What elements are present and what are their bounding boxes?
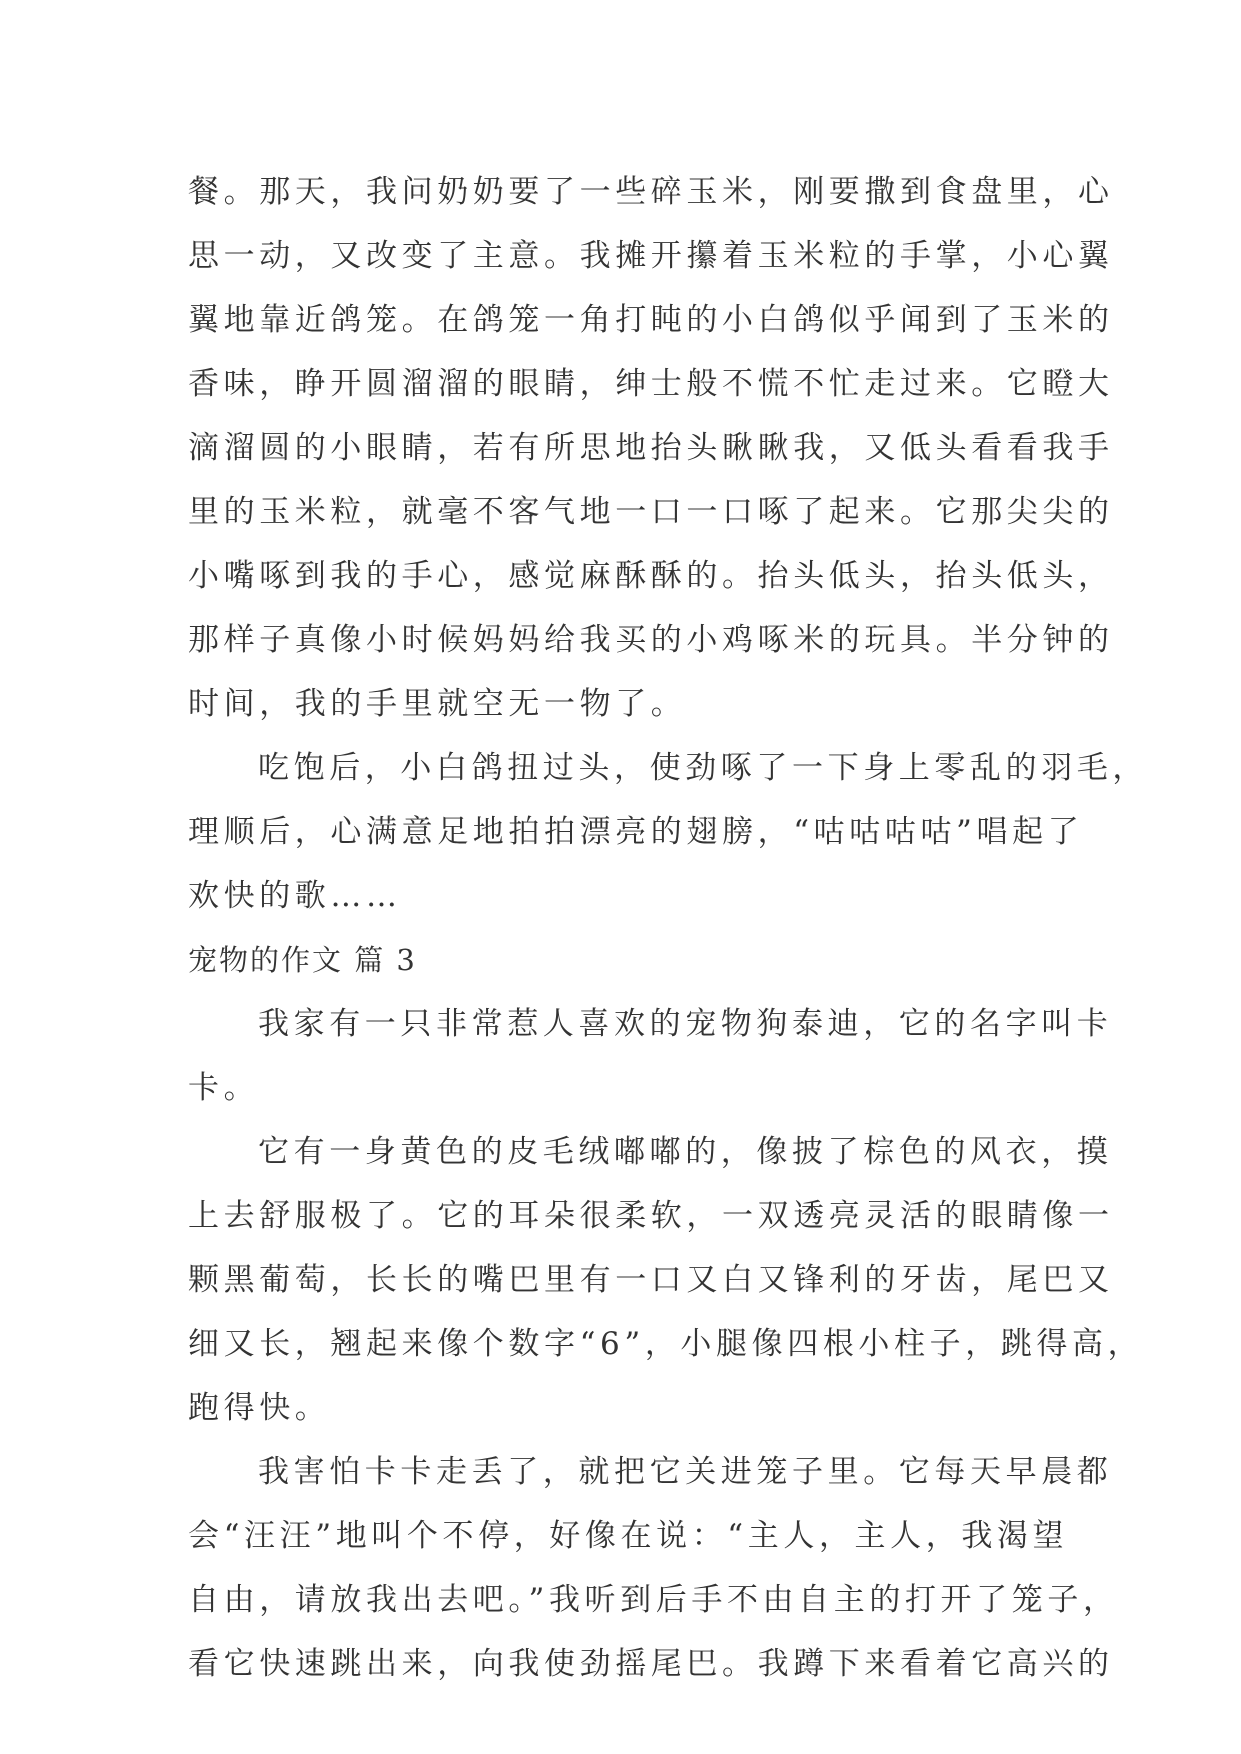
document-body (188, 160, 1148, 1696)
text-line: 会“汪汪”地叫个不停，好像在说：“主人，主人，我渴望 (188, 1518, 1069, 1554)
text-line: 小嘴啄到我的手心，感觉麻酥酥的。抬头低头，抬头低头， (188, 558, 1114, 594)
text-line: 细又长，翘起来像个数字“6”，小腿像四根小柱子，跳得高， (188, 1326, 1144, 1362)
text-line: 自由，请放我出去吧。”我听到后手不由自主的打开了笼子， (188, 1582, 1119, 1618)
text-line: 思一动，又改变了主意。我摊开攥着玉米粒的手掌，小心翼 (188, 238, 1114, 274)
text-line: 我家有一只非常惹人喜欢的宠物狗泰迪，它的名字叫卡 (258, 1006, 1113, 1042)
paragraph (188, 992, 1113, 1120)
text-line: 那样子真像小时候妈妈给我买的小鸡啄米的玩具。半分钟的 (188, 622, 1114, 658)
text-line: 看它快速跳出来，向我使劲摇尾巴。我蹲下来看着它高兴的 (188, 1646, 1114, 1682)
text-line: 卡。 (188, 1070, 260, 1106)
paragraph (188, 736, 1148, 928)
text-line: 颗黑葡萄，长长的嘴巴里有一口又白又锋利的牙齿，尾巴又 (188, 1262, 1114, 1298)
text-line: 上去舒服极了。它的耳朵很柔软，一双透亮灵活的眼睛像一 (188, 1198, 1114, 1234)
text-line: 我害怕卡卡走丢了，就把它关进笼子里。它每天早晨都 (258, 1454, 1113, 1490)
text-line: 理顺后，心满意足地拍拍漂亮的翅膀，“咕咕咕咕”唱起了 (188, 814, 1084, 850)
text-line: 滴溜圆的小眼睛，若有所思地抬头瞅瞅我，又低头看看我手 (188, 430, 1114, 466)
text-line: 它有一身黄色的皮毛绒嘟嘟的，像披了棕色的风衣，摸 (258, 1134, 1113, 1170)
text-line: 吃饱后，小白鸽扭过头，使劲啄了一下身上零乱的羽毛， (258, 750, 1148, 786)
text-line: 里的玉米粒，就毫不客气地一口一口啄了起来。它那尖尖的 (188, 494, 1114, 530)
paragraph (188, 1120, 1144, 1440)
paragraph (188, 1440, 1119, 1696)
text-line: 欢快的歌…… (188, 878, 402, 914)
paragraph (188, 160, 1114, 736)
text-line: 跑得快。 (188, 1390, 331, 1426)
section-heading: 宠物的作文 篇 3 (188, 943, 417, 977)
text-line: 餐。那天，我问奶奶要了一些碎玉米，刚要撒到食盘里，心 (188, 174, 1114, 210)
text-line: 翼地靠近鸽笼。在鸽笼一角打盹的小白鸽似乎闻到了玉米的 (188, 302, 1114, 338)
text-line: 香味，睁开圆溜溜的眼睛，绅士般不慌不忙走过来。它瞪大 (188, 366, 1114, 402)
text-line: 时间，我的手里就空无一物了。 (188, 686, 687, 722)
